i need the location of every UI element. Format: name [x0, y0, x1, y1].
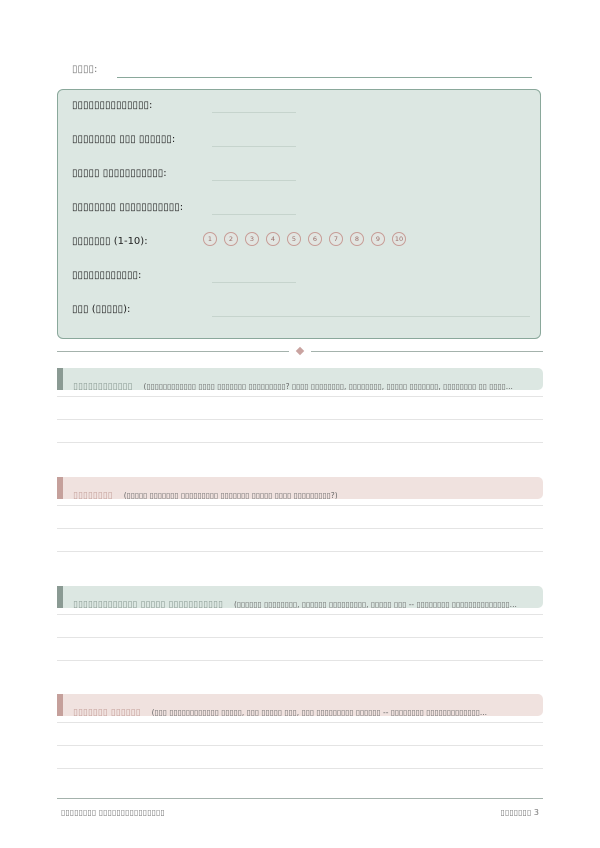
- date-label: ▯▯▯▯:: [72, 64, 98, 75]
- field-input-1[interactable]: [212, 112, 296, 113]
- rating-option-10[interactable]: 10: [392, 232, 406, 246]
- page-footer: [57, 798, 543, 817]
- session-form: [57, 89, 541, 339]
- section-title-3: ▯▯▯▯▯▯▯▯▯▯▯▯▯ ▯▯▯▯▯ ▯▯▯▯▯▯▯▯▯▯▯: [73, 600, 223, 608]
- section-header-3: [57, 586, 543, 608]
- writing-line[interactable]: [57, 768, 543, 769]
- form-row-rating: [72, 232, 528, 252]
- form-row-4: [72, 198, 528, 218]
- field-input-2[interactable]: [212, 146, 296, 147]
- writing-line[interactable]: [57, 660, 543, 661]
- page-number: ▯▯▯▯▯▯▯ 3: [500, 808, 539, 817]
- date-row: [72, 62, 532, 80]
- field-input-6[interactable]: [212, 282, 296, 283]
- section-header-4: [57, 694, 543, 716]
- writing-line[interactable]: [57, 745, 543, 746]
- field-label-2: ▯▯▯▯▯▯▯▯ ▯▯▯ ▯▯▯▯▯▯:: [72, 134, 176, 145]
- rating-option-6[interactable]: 6: [308, 232, 322, 246]
- field-label-3: ▯▯▯▯▯ ▯▯▯▯▯▯▯▯▯▯▯:: [72, 168, 167, 179]
- form-row-1: [72, 96, 528, 116]
- writing-line[interactable]: [57, 528, 543, 529]
- field-input-7[interactable]: [212, 316, 530, 317]
- section-title-4: ▯▯▯▯▯▯▯ ▯▯▯▯▯▯: [73, 708, 141, 716]
- rating-label: ▯▯▯▯▯▯▯ (1-10):: [72, 236, 148, 247]
- form-row-2: [72, 130, 528, 150]
- writing-line[interactable]: [57, 505, 543, 506]
- section-hint-4: (▯▯▯ ▯▯▯▯▯▯▯▯▯▯▯▯ ▯▯▯▯▯, ▯▯▯ ▯▯▯▯▯ ▯▯▯, ▯▯▯ ▯▯▯▯▯▯▯▯▯ ▯▯▯▯▯▯ -- ▯▯▯▯▯▯▯▯ ▯▯▯▯▯▯▯▯▯▯▯▯▯...: [151, 708, 488, 716]
- writing-line[interactable]: [57, 614, 543, 615]
- rating-option-9[interactable]: 9: [371, 232, 385, 246]
- section-hint-2: (▯▯▯▯▯ ▯▯▯▯▯▯▯ ▯▯▯▯▯▯▯▯▯ ▯▯▯▯▯▯▯ ▯▯▯▯▯ ▯▯▯▯ ▯▯▯▯▯▯▯▯▯?): [123, 491, 338, 499]
- section-hint-1: (▯▯▯▯▯▯▯▯▯▯▯▯ ▯▯▯▯ ▯▯▯▯▯▯▯ ▯▯▯▯▯▯▯▯▯? ▯▯▯▯ ▯▯▯▯▯▯▯▯, ▯▯▯▯▯▯▯▯, ▯▯▯▯▯ ▯▯▯▯▯▯▯, ▯▯▯▯▯▯▯▯ ▯▯ ▯▯▯▯...: [143, 382, 513, 390]
- field-input-3[interactable]: [212, 180, 296, 181]
- date-line[interactable]: [117, 77, 532, 78]
- section-title-2: ▯▯▯▯▯▯▯▯: [73, 491, 113, 499]
- section-hint-3: (▯▯▯▯▯▯ ▯▯▯▯▯▯▯▯, ▯▯▯▯▯▯ ▯▯▯▯▯▯▯▯▯, ▯▯▯▯▯ ▯▯▯ -- ▯▯▯▯▯▯▯▯ ▯▯▯▯▯▯▯▯▯▯▯▯▯▯...: [234, 600, 517, 608]
- rating-scale: [203, 232, 406, 246]
- section-title-1: ▯▯▯▯▯▯▯▯▯▯▯▯: [73, 382, 133, 390]
- rating-option-4[interactable]: 4: [266, 232, 280, 246]
- form-row-3: [72, 164, 528, 184]
- form-row-7: [72, 300, 528, 320]
- writing-line[interactable]: [57, 722, 543, 723]
- form-row-6: [72, 266, 528, 286]
- diamond-ornament-icon: [296, 347, 304, 355]
- writing-line[interactable]: [57, 551, 543, 552]
- rating-option-8[interactable]: 8: [350, 232, 364, 246]
- rating-option-2[interactable]: 2: [224, 232, 238, 246]
- section-divider: [57, 346, 543, 358]
- rating-option-3[interactable]: 3: [245, 232, 259, 246]
- writing-line[interactable]: [57, 419, 543, 420]
- field-label-6: ▯▯▯▯▯▯▯▯▯▯▯▯:: [72, 270, 142, 281]
- footer-title: ▯▯▯▯▯▯▯▯ ▯▯▯▯▯▯▯▯▯▯▯▯▯▯▯: [61, 808, 165, 817]
- field-label-4: ▯▯▯▯▯▯▯▯ ▯▯▯▯▯▯▯▯▯▯▯:: [72, 202, 184, 213]
- writing-line[interactable]: [57, 637, 543, 638]
- writing-line[interactable]: [57, 396, 543, 397]
- field-input-4[interactable]: [212, 214, 296, 215]
- rating-option-7[interactable]: 7: [329, 232, 343, 246]
- field-label-1: ▯▯▯▯▯▯▯▯▯▯▯▯▯▯:: [72, 100, 153, 111]
- writing-line[interactable]: [57, 442, 543, 443]
- section-header-1: [57, 368, 543, 390]
- section-header-2: [57, 477, 543, 499]
- rating-option-5[interactable]: 5: [287, 232, 301, 246]
- field-label-7: ▯▯▯ (▯▯▯▯▯):: [72, 304, 131, 315]
- rating-option-1[interactable]: 1: [203, 232, 217, 246]
